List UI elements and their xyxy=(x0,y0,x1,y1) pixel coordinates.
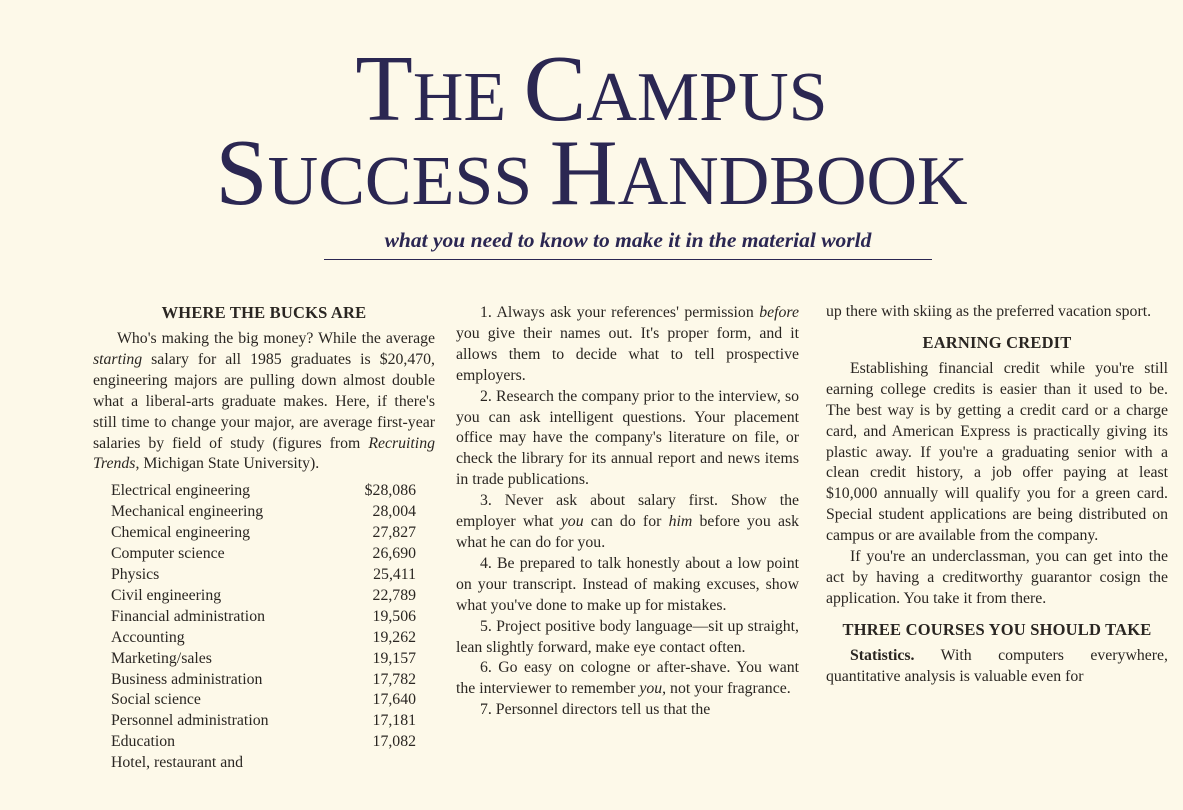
salary-field: Mechanical engineering xyxy=(111,503,264,521)
salary-field: Computer science xyxy=(111,545,225,563)
section-heading-credit: EARNING CREDIT xyxy=(922,332,1072,352)
salary-row xyxy=(111,690,416,711)
salary-row xyxy=(111,711,416,732)
tip-3: 3. Never ask about salary first. Show the employer what you can do for him before you ask what he can do for you. xyxy=(456,492,799,551)
salary-row xyxy=(111,481,416,502)
salary-value: $28,086 xyxy=(364,482,416,500)
salary-row xyxy=(111,586,416,607)
salary-field: Personnel administration xyxy=(111,712,269,730)
salary-row xyxy=(111,607,416,628)
salary-field: Electrical engineering xyxy=(111,482,251,500)
salary-row xyxy=(111,732,416,753)
tip-2: 2. Research the company prior to the interview, so you can ask intelligent questions. Your placement office may have the company's literature on file, or check the library for its annual report and news items in trade publications. xyxy=(456,387,799,489)
continued-text: up there with skiing as the preferred vacation sport. xyxy=(826,303,1152,320)
salary-field: Marketing/sales xyxy=(111,649,212,667)
column-2 xyxy=(456,303,799,721)
salary-value: 27,827 xyxy=(372,524,416,542)
salary-field: Chemical engineering xyxy=(111,524,251,542)
tip-7: 7. Personnel directors tell us that the xyxy=(480,701,711,719)
salary-value: 19,157 xyxy=(372,649,416,667)
section-heading-bucks: WHERE THE BUCKS ARE xyxy=(161,303,367,322)
title-line-2: SUCCESS HANDBOOK xyxy=(215,121,968,225)
subtitle: what you need to know to make it in the material world xyxy=(324,228,932,260)
salary-row xyxy=(111,544,416,565)
salary-field: Civil engineering xyxy=(111,586,222,604)
salary-value: 17,640 xyxy=(372,691,416,709)
salary-value: 17,782 xyxy=(372,670,416,688)
salary-row xyxy=(111,649,416,670)
salary-table xyxy=(111,481,416,774)
salary-value xyxy=(356,753,416,774)
salary-field: Hotel, restaurant and xyxy=(111,754,244,772)
salary-value: 17,082 xyxy=(372,733,416,751)
salary-field: Accounting xyxy=(111,628,185,646)
salary-row xyxy=(111,502,416,523)
tip-1: 1. Always ask your references' permission before you give their names out. It's proper form, and it allows them to decide what to tell prospective employers. xyxy=(456,304,799,384)
salary-value: 28,004 xyxy=(372,503,416,521)
salary-value: 17,181 xyxy=(372,712,416,730)
salary-field: Business administration xyxy=(111,670,263,688)
bucks-intro: Who's making the big money? While the average starting salary for all 1985 graduates is $20,470, engineering majors are pulling down almost double what a liberal-arts graduate makes. Here, if there's still time to change your major, are average first-year salaries by field of study (figures from Recruiting Trends, Michigan State University). xyxy=(93,330,435,473)
tip-4: 4. Be prepared to talk honestly about a low point on your transcript. Instead of making excuses, show what you've done to make up for mistakes. xyxy=(456,554,799,614)
salary-field: Physics xyxy=(111,565,160,583)
column-1 xyxy=(93,302,435,774)
salary-field: Education xyxy=(111,733,176,751)
section-heading-courses: THREE COURSES YOU SHOULD TAKE xyxy=(842,619,1152,639)
column-3 xyxy=(826,302,1168,688)
salary-value: 19,262 xyxy=(372,628,416,646)
credit-paragraph-2: If you're an underclassman, you can get into the act by having a creditworthy guarantor cosign the application. You take it from there. xyxy=(826,548,1168,607)
salary-row xyxy=(111,753,416,774)
courses-paragraph-1: Statistics. With computers everywhere, quantitative analysis is valuable even for xyxy=(826,646,1168,685)
salary-row xyxy=(111,565,416,586)
salary-row xyxy=(111,670,416,691)
salary-field: Financial administration xyxy=(111,607,265,625)
salary-value: 19,506 xyxy=(372,607,416,625)
salary-value: 26,690 xyxy=(372,545,416,563)
title-line-1: THE CAMPUS xyxy=(355,37,828,141)
credit-paragraph-1: Establishing financial credit while you're still earning college credits is easier than it used to be. The best way is by getting a credit card or a charge card, and American Express is practically giving its plastic away. If you're a graduating senior with a clean credit history, a job offer paying at least $10,000 annually will qualify you for a green card. Special student applications are being distributed on campus or are available from the company. xyxy=(826,359,1168,545)
tip-5: 5. Project positive body language—sit up straight, lean slightly forward, make eye contact often. xyxy=(456,617,799,656)
salary-value: 22,789 xyxy=(372,586,416,604)
salary-value: 25,411 xyxy=(373,565,416,583)
tip-6: 6. Go easy on cologne or after-shave. You want the interviewer to remember you, not your fragrance. xyxy=(456,659,799,698)
salary-row xyxy=(111,523,416,544)
salary-field: Social science xyxy=(111,691,201,709)
salary-row xyxy=(111,628,416,649)
